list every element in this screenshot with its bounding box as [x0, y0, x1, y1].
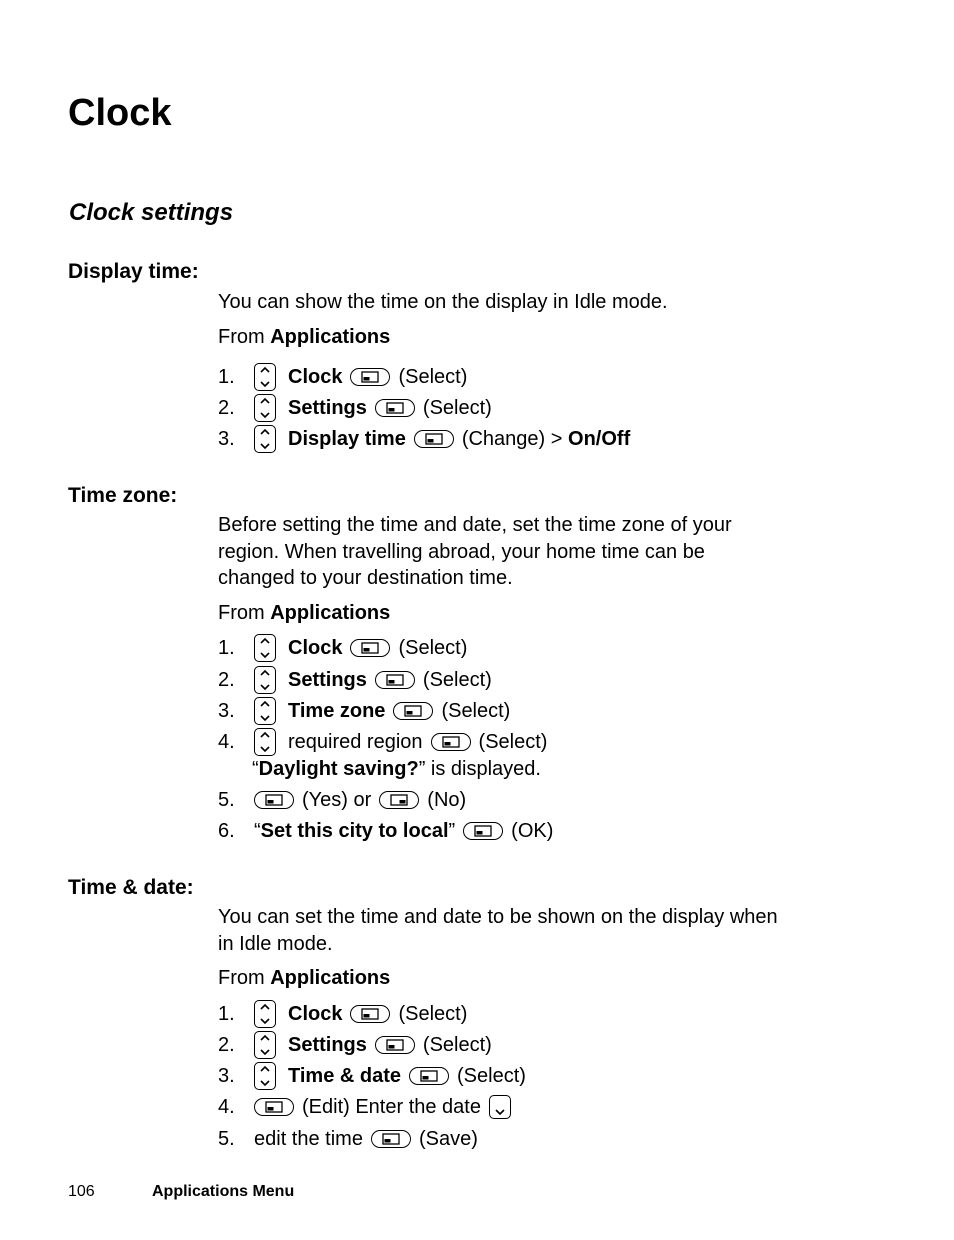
left-softkey-icon	[393, 702, 433, 720]
daylight-saving-note	[252, 758, 541, 781]
step-item: Time & date	[288, 1064, 401, 1087]
step-number: 6.	[218, 819, 235, 842]
step-item: Clock	[288, 636, 343, 659]
step-number: 2.	[218, 396, 235, 419]
left-softkey-icon	[375, 1036, 415, 1054]
step-number: 5.	[218, 1127, 235, 1150]
left-softkey-icon	[350, 1005, 390, 1023]
step-item: Settings	[288, 396, 367, 419]
from-target: Applications	[270, 326, 391, 348]
open-quote: “	[254, 819, 261, 842]
display-time-step-3	[218, 424, 630, 454]
close-quote: ”	[448, 819, 456, 842]
left-softkey-icon	[254, 1098, 294, 1116]
intro-line: changed to your destination time.	[218, 567, 513, 589]
step-number: 3.	[218, 1064, 235, 1087]
time-date-step-4	[218, 1092, 511, 1122]
intro-line: in Idle mode.	[218, 932, 333, 955]
step-item: Display time	[288, 427, 406, 450]
intro-line: region. When travelling abroad, your home time can be	[218, 540, 705, 563]
from-prefix: From	[218, 326, 265, 348]
step-number: 4.	[218, 730, 235, 753]
step-number: 2.	[218, 1033, 235, 1056]
up-down-navigation-key-icon	[254, 1031, 276, 1059]
step-action: (Select)	[478, 730, 548, 753]
time-date-step-5	[218, 1124, 478, 1154]
left-softkey-icon	[463, 822, 503, 840]
up-down-navigation-key-icon	[254, 634, 276, 662]
footer-section-title: Applications Menu	[152, 1183, 295, 1200]
no-option: (No)	[427, 788, 467, 811]
step-action: (Save)	[418, 1127, 478, 1150]
step-item: Clock	[288, 1002, 343, 1025]
step-number: 3.	[218, 699, 235, 722]
time-date-step-2	[218, 1030, 492, 1060]
step-item: edit the time	[254, 1127, 363, 1150]
time-zone-step-1	[218, 633, 467, 663]
step-number: 1.	[218, 365, 235, 388]
right-softkey-icon	[379, 791, 419, 809]
left-softkey-icon	[409, 1067, 449, 1085]
step-option: On/Off	[568, 427, 631, 450]
time-date-step-3	[218, 1061, 526, 1091]
step-number: 3.	[218, 427, 235, 450]
from-prefix: From	[218, 967, 265, 989]
step-item: required region	[288, 730, 423, 753]
step-number: 4.	[218, 1095, 235, 1118]
left-softkey-icon	[350, 368, 390, 386]
step-action: (Select)	[457, 1064, 526, 1087]
step-action: (OK)	[511, 819, 554, 842]
step-action: (Change) >	[461, 427, 563, 450]
open-quote: “	[252, 758, 259, 780]
yes-option: (Yes) or	[302, 788, 372, 811]
time-date-step-1	[218, 999, 467, 1029]
display-time-from	[218, 326, 390, 349]
up-down-navigation-key-icon	[254, 425, 276, 453]
display-time-intro: You can show the time on the display in Idle mode.	[218, 291, 668, 313]
step-action: (Select)	[398, 365, 468, 388]
time-zone-heading: Time zone:	[68, 484, 178, 507]
time-date-from	[218, 967, 390, 990]
step-action: (Select)	[398, 636, 468, 659]
page-number: 106	[68, 1183, 95, 1200]
intro-line: Before setting the time and date, set the time zone of your	[218, 514, 732, 536]
step-action: (Select)	[441, 699, 511, 722]
time-zone-step-5	[218, 785, 466, 815]
note-prompt: Daylight saving?	[258, 758, 419, 780]
note-rest: ” is displayed.	[418, 758, 541, 780]
time-zone-step-4	[218, 727, 547, 757]
left-softkey-icon	[375, 671, 415, 689]
down-navigation-key-icon	[489, 1095, 511, 1119]
time-date-intro	[218, 904, 828, 957]
left-softkey-icon	[254, 791, 294, 809]
step-action: (Select)	[422, 396, 492, 419]
step-action: (Select)	[422, 1033, 492, 1056]
up-down-navigation-key-icon	[254, 728, 276, 756]
up-down-navigation-key-icon	[254, 363, 276, 391]
up-down-navigation-key-icon	[254, 666, 276, 694]
time-zone-intro	[218, 512, 828, 592]
time-zone-step-2	[218, 665, 492, 695]
step-item: Set this city to local	[260, 819, 449, 842]
step-number: 1.	[218, 636, 235, 659]
left-softkey-icon	[371, 1130, 411, 1148]
display-time-step-1	[218, 362, 467, 392]
time-date-heading: Time & date:	[68, 876, 194, 899]
step-number: 2.	[218, 668, 235, 691]
page-title: Clock	[68, 92, 172, 134]
up-down-navigation-key-icon	[254, 1062, 276, 1090]
step-number: 1.	[218, 1002, 235, 1025]
step-item: Settings	[288, 1033, 367, 1056]
from-target: Applications	[270, 602, 391, 624]
left-softkey-icon	[350, 639, 390, 657]
up-down-navigation-key-icon	[254, 1000, 276, 1028]
section-subtitle: Clock settings	[69, 199, 234, 226]
left-softkey-icon	[431, 733, 471, 751]
left-softkey-icon	[414, 430, 454, 448]
up-down-navigation-key-icon	[254, 394, 276, 422]
from-prefix: From	[218, 602, 265, 624]
step-action: (Select)	[398, 1002, 468, 1025]
step-item: Time zone	[288, 699, 386, 722]
display-time-step-2	[218, 393, 492, 423]
display-time-heading: Display time:	[68, 260, 199, 283]
step-number: 5.	[218, 788, 235, 811]
time-zone-step-6	[218, 816, 553, 846]
left-softkey-icon	[375, 399, 415, 417]
step-action: (Select)	[422, 668, 492, 691]
time-zone-step-3	[218, 696, 510, 726]
up-down-navigation-key-icon	[254, 697, 276, 725]
step-item: (Edit) Enter the date	[302, 1095, 481, 1118]
from-target: Applications	[270, 967, 391, 989]
step-item: Clock	[288, 365, 343, 388]
time-zone-from	[218, 602, 390, 625]
intro-line: You can set the time and date to be shown on the display when	[218, 906, 778, 928]
step-item: Settings	[288, 668, 367, 691]
